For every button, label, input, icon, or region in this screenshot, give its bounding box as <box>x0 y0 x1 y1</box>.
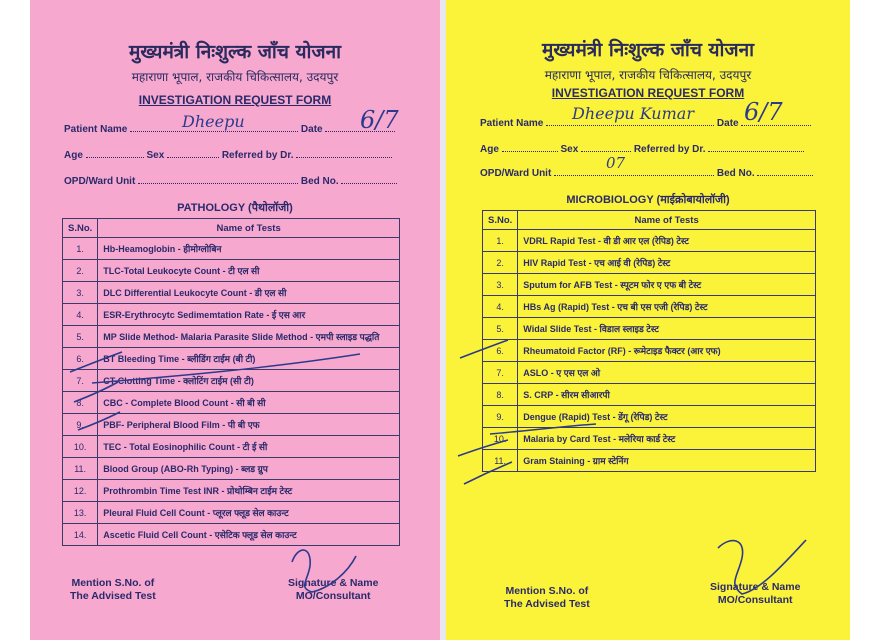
test-sno: 9. <box>483 406 518 428</box>
table-row <box>63 348 400 370</box>
table-row <box>483 428 816 450</box>
sno-header: S.No. <box>63 219 98 238</box>
test-name: Prothrombin Time Test INR - प्रोथोम्बिन टाईम टेस्ट <box>98 480 400 502</box>
table-row <box>483 274 816 296</box>
table-row <box>63 414 400 436</box>
section-title: PATHOLOGY (पैथोलॉजी) <box>177 202 293 214</box>
test-sno: 9. <box>63 414 98 436</box>
test-sno: 5. <box>63 326 98 348</box>
table-row <box>63 326 400 348</box>
table-row <box>63 304 400 326</box>
table-row <box>63 436 400 458</box>
table-row <box>63 524 400 546</box>
form-title: INVESTIGATION REQUEST FORM <box>138 93 332 107</box>
test-sno: 8. <box>63 392 98 414</box>
signature-block <box>710 581 800 607</box>
test-name: Malaria by Card Test - मलेरिया कार्ड टेस्ट <box>518 428 816 450</box>
opd-ward-row[interactable] <box>64 174 397 187</box>
scheme-title: मुख्यमंत्री निःशुल्क जाँच योजना <box>541 39 755 61</box>
section-title: MICROBIOLOGY (माईक्रोबायोलॉजी) <box>566 194 730 206</box>
footer-left-line: The Advised Test <box>70 590 156 602</box>
table-row <box>63 502 400 524</box>
test-name: CBC - Complete Blood Count - सी बी सी <box>98 392 400 414</box>
age-label: Age <box>480 144 499 155</box>
test-name: HIV Rapid Test - एच आई वी (रेपिड) टेस्ट <box>518 252 816 274</box>
footer-right-line: Signature & Name <box>288 577 379 589</box>
table-row <box>483 296 816 318</box>
table-row <box>483 230 816 252</box>
table-row <box>483 362 816 384</box>
test-name: TLC-Total Leukocyte Count - टी एल सी <box>98 260 400 282</box>
test-sno: 12. <box>63 480 98 502</box>
test-name: Rheumatoid Factor (RF) - रूमेटाइड फैक्टर (आर एफ) <box>518 340 816 362</box>
test-name: Gram Staining - ग्राम स्टेनिंग <box>518 450 816 472</box>
hospital-name: महाराणा भूपाल, राजकीय चिकित्सालय, उदयपुर <box>131 70 339 84</box>
footer-right-line: MO/Consultant <box>295 590 371 602</box>
test-name: Sputum for AFB Test - स्पूटम फोर ए एफ बी टेस्ट <box>518 274 816 296</box>
bed-no-label: Bed No. <box>716 168 755 179</box>
test-name: MP Slide Method- Malaria Parasite Slide Method - एमपी स्लाइड पद्धति <box>98 326 400 348</box>
handwritten-patient-name: Dheepu <box>182 112 245 131</box>
test-name: CT-Clotting Time - क्लोटिंग टाईम (सी टी) <box>98 370 400 392</box>
test-sno: 8. <box>483 384 518 406</box>
test-sno: 11. <box>483 450 518 472</box>
opd-ward-label: OPD/Ward Unit <box>480 168 552 179</box>
test-sno: 7. <box>483 362 518 384</box>
test-sno: 1. <box>483 230 518 252</box>
footer-left-line: Mention S.No. of <box>505 585 589 597</box>
table-row <box>63 238 400 260</box>
table-row <box>63 392 400 414</box>
tests-table <box>62 218 400 546</box>
age-label: Age <box>64 150 83 161</box>
table-row <box>483 406 816 428</box>
mention-sno-note <box>70 577 156 603</box>
opd-ward-label: OPD/Ward Unit <box>64 176 136 187</box>
table-row <box>63 370 400 392</box>
test-sno: 4. <box>483 296 518 318</box>
form-title: INVESTIGATION REQUEST FORM <box>551 86 745 100</box>
table-header-row <box>483 211 816 230</box>
test-name: ASLO - ए एस एल ओ <box>518 362 816 384</box>
patient-name-label: Patient Name <box>480 118 544 129</box>
test-sno: 11. <box>63 458 98 480</box>
hospital-name: महाराणा भूपाल, राजकीय चिकित्सालय, उदयपुर <box>544 68 752 82</box>
date-label: Date <box>716 118 739 129</box>
test-sno: 10. <box>63 436 98 458</box>
pathology-request-form <box>30 0 440 640</box>
test-name: PBF- Peripheral Blood Film - पी बी एफ <box>98 414 400 436</box>
test-name: Ascetic Fluid Cell Count - एसेटिक फ्लूड सेल काउन्ट <box>98 524 400 546</box>
footer-right-line: Signature & Name <box>710 581 801 593</box>
test-sno: 2. <box>63 260 98 282</box>
signature-block <box>288 577 378 603</box>
age-sex-referred-row[interactable] <box>480 142 804 155</box>
sex-label: Sex <box>560 144 579 155</box>
test-sno: 6. <box>63 348 98 370</box>
test-name: TEC - Total Eosinophilic Count - टी ई सी <box>98 436 400 458</box>
test-sno: 4. <box>63 304 98 326</box>
handwritten-date: 6/7 <box>744 98 783 126</box>
microbiology-request-form <box>446 0 850 640</box>
test-sno: 14. <box>63 524 98 546</box>
footer-right-line: MO/Consultant <box>717 594 793 606</box>
footer-left-line: Mention S.No. of <box>71 577 155 589</box>
test-name: Pleural Fluid Cell Count - प्लूरल फ्लूड सेल काउन्ट <box>98 502 400 524</box>
date-label: Date <box>300 124 323 135</box>
test-name-header: Name of Tests <box>98 219 400 238</box>
table-row <box>63 480 400 502</box>
sno-header: S.No. <box>483 211 518 230</box>
table-row <box>63 458 400 480</box>
test-name: S. CRP - सीरम सीआरपी <box>518 384 816 406</box>
test-sno: 13. <box>63 502 98 524</box>
test-name: Blood Group (ABO-Rh Typing) - ब्लड ग्रुप <box>98 458 400 480</box>
test-sno: 10. <box>483 428 518 450</box>
table-row <box>483 318 816 340</box>
bed-no-label: Bed No. <box>300 176 339 187</box>
test-name-header: Name of Tests <box>518 211 816 230</box>
table-row <box>63 260 400 282</box>
mention-sno-note <box>504 585 590 611</box>
table-header-row <box>63 219 400 238</box>
scheme-title: मुख्यमंत्री निःशुल्क जाँच योजना <box>128 41 342 63</box>
opd-ward-row[interactable] <box>480 166 813 179</box>
table-row <box>483 384 816 406</box>
test-name: Widal Slide Test - विडाल स्लाइड टेस्ट <box>518 318 816 340</box>
age-sex-referred-row[interactable] <box>64 148 392 161</box>
test-sno: 2. <box>483 252 518 274</box>
table-row <box>63 282 400 304</box>
patient-name-label: Patient Name <box>64 124 128 135</box>
test-name: Hb-Heamoglobin - हीमोग्लोबिन <box>98 238 400 260</box>
test-sno: 1. <box>63 238 98 260</box>
referred-by-label: Referred by Dr. <box>221 150 294 161</box>
footer-left-line: The Advised Test <box>504 598 590 610</box>
test-name: ESR-Erythrocytc Sedimemtation Rate - ई एस आर <box>98 304 400 326</box>
test-sno: 3. <box>483 274 518 296</box>
table-row <box>483 252 816 274</box>
test-sno: 6. <box>483 340 518 362</box>
tests-table <box>482 210 816 472</box>
test-sno: 3. <box>63 282 98 304</box>
test-sno: 7. <box>63 370 98 392</box>
handwritten-patient-name: Dheepu Kumar <box>572 104 694 123</box>
table-row <box>483 450 816 472</box>
test-name: BT Bleeding Time - ब्लीडिंग टाईम (बी टी) <box>98 348 400 370</box>
handwritten-opd: 07 <box>606 154 626 172</box>
test-name: VDRL Rapid Test - वी डी आर एल (रेपिड) टेस्ट <box>518 230 816 252</box>
referred-by-label: Referred by Dr. <box>633 144 706 155</box>
test-name: HBs Ag (Rapid) Test - एच बी एस एजी (रेपिड) टेस्ट <box>518 296 816 318</box>
table-row <box>483 340 816 362</box>
test-name: DLC Differential Leukocyte Count - डी एल सी <box>98 282 400 304</box>
sex-label: Sex <box>146 150 165 161</box>
test-name: Dengue (Rapid) Test - डेंगू (रेपिड) टेस्ट <box>518 406 816 428</box>
handwritten-date: 6/7 <box>360 106 399 134</box>
test-sno: 5. <box>483 318 518 340</box>
